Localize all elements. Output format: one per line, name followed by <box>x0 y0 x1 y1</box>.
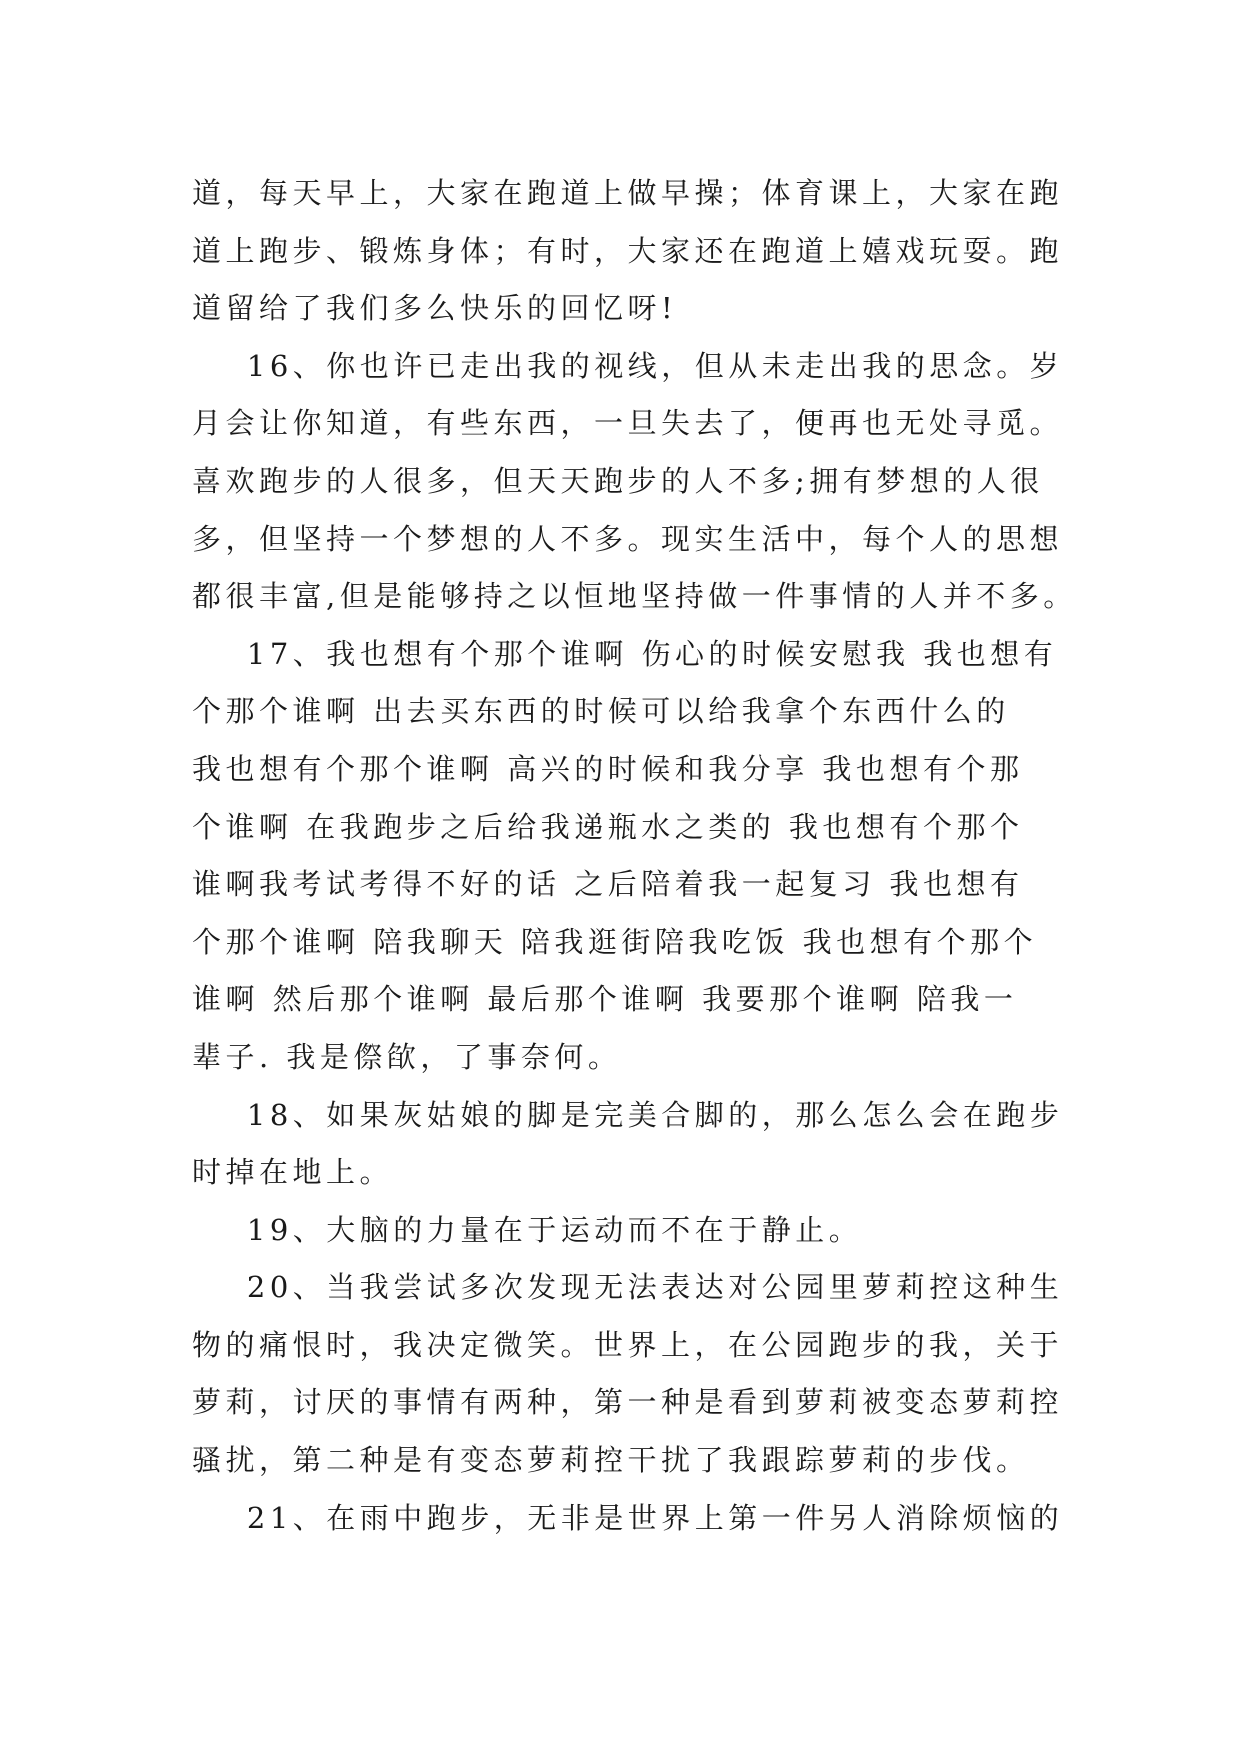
body-text <box>192 165 1077 1547</box>
text-line: 谁啊我考试考得不好的话 之后陪着我一起复习 我也想有 <box>192 867 1024 902</box>
text-line: 月会让你知道，有些东西，一旦失去了，便再也无处寻觅。 <box>192 406 1064 441</box>
text-line: 多，但坚持一个梦想的人不多。现实生活中，每个人的思想 <box>192 521 1064 556</box>
text-line: 都很丰富,但是能够持之以恒地坚持做一件事情的人并不多。 <box>192 579 1077 614</box>
text-line: 个那个谁啊 陪我聊天 陪我逛街陪我吃饭 我也想有个那个 <box>192 924 1038 959</box>
text-line: 我也想有个那个谁啊 高兴的时候和我分享 我也想有个那 <box>192 751 1024 786</box>
text-line: 时掉在地上。 <box>192 1155 394 1190</box>
text-line: 21、在雨中跑步，无非是世界上第一件另人消除烦恼的 <box>192 1500 1064 1535</box>
text-line: 个谁啊 在我跑步之后给我递瓶水之类的 我也想有个那个 <box>192 809 1024 844</box>
text-line: 18、如果灰姑娘的脚是完美合脚的，那么怎么会在跑步 <box>192 1097 1064 1132</box>
text-line: 个那个谁啊 出去买东西的时候可以给我拿个东西什么的 <box>192 694 1010 729</box>
text-line: 道，每天早上，大家在跑道上做早操；体育课上，大家在跑 <box>192 176 1064 210</box>
text-line: 19、大脑的力量在于运动而不在于静止。 <box>192 1212 863 1247</box>
text-line: 道上跑步、锻炼身体；有时，大家还在跑道上嬉戏玩耍。跑 <box>192 233 1064 268</box>
text-line: 萝莉，讨厌的事情有两种，第一种是看到萝莉被变态萝莉控 <box>192 1385 1064 1420</box>
text-line: 骚扰，第二种是有变态萝莉控干扰了我跟踪萝莉的步伐。 <box>192 1443 1030 1478</box>
text-line: 20、当我尝试多次发现无法表达对公园里萝莉控这种生 <box>192 1270 1064 1305</box>
text-line: 物的痛恨时，我决定微笑。世界上，在公园跑步的我，关于 <box>192 1327 1064 1362</box>
text-line: 辈子. 我是傺欿，了事奈何。 <box>192 1039 622 1074</box>
text-line: 道留给了我们多么快乐的回忆呀! <box>192 291 678 326</box>
text-line: 17、我也想有个那个谁啊 伤心的时候安慰我 我也想有 <box>192 636 1058 671</box>
text-line: 16、你也许已走出我的视线，但从未走出我的思念。岁 <box>192 348 1064 383</box>
text-line: 喜欢跑步的人很多，但天天跑步的人不多;拥有梦想的人很 <box>192 463 1044 498</box>
text-line: 谁啊 然后那个谁啊 最后那个谁啊 我要那个谁啊 陪我一 <box>192 982 1018 1017</box>
